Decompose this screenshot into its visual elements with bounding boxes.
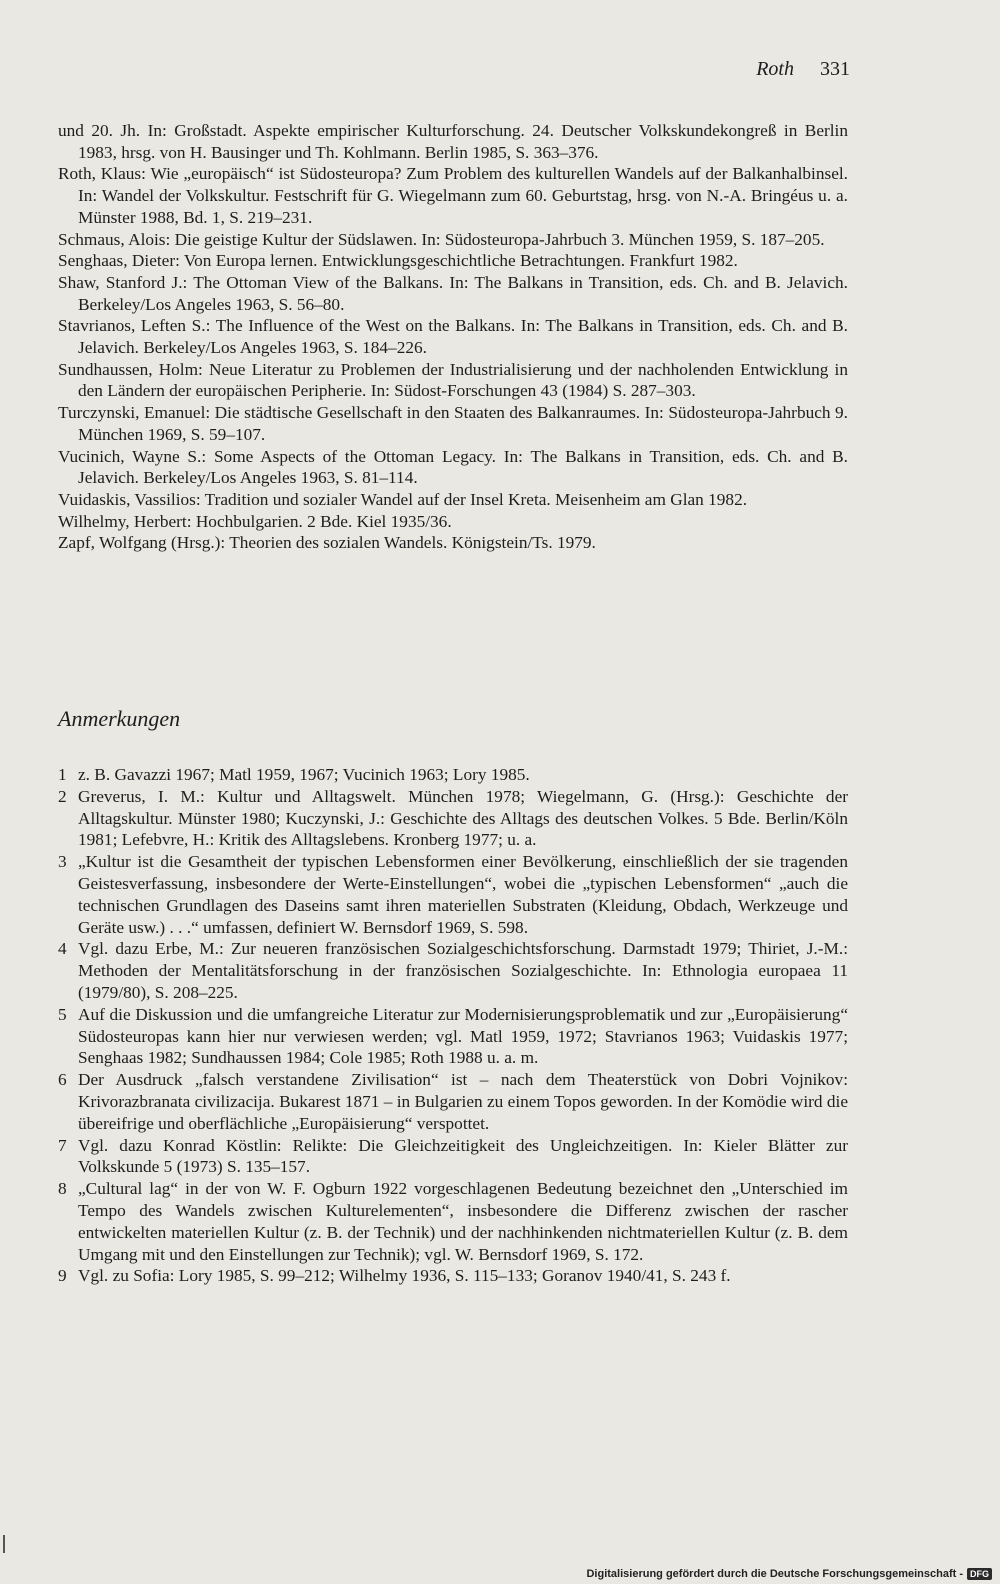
note-text: Vgl. dazu Erbe, M.: Zur neueren französischen Sozialgeschichtsforschung. Darmstadt 1979; Thiriet, J.-M.: Methoden der Mentalitätsforschung in der französischen Sozialgeschichte. In: Ethnologia europaea 11 (1979/80), S. 208–225. — [78, 939, 848, 1002]
reference-entry: Stavrianos, Leften S.: The Influence of the West on the Balkans. In: The Balkans in Transition, eds. Ch. and B. Jelavich. Berkeley/Los Angeles 1963, S. 184–226. — [58, 316, 848, 358]
notes-heading: Anmerkungen — [58, 706, 181, 731]
reference-list — [58, 120, 848, 554]
note-text: Auf die Diskussion und die umfangreiche Literatur zur Modernisierungsproblematik und zur „Europäisierung“ Südosteuropas kann hier nur verwiesen werden; vgl. Matl 1959, 1972; Stavrianos 1963; Vuidaskis 1977; Senghaas 1982; Sundhaussen 1984; Cole 1985; Roth 1988 u. a. m. — [78, 1004, 848, 1068]
reference-entry: Senghaas, Dieter: Von Europa lernen. Entwicklungsgeschichtliche Betrachtungen. Frankfurt 1982. — [58, 251, 738, 271]
reference-entry: Roth, Klaus: Wie „europäisch“ ist Südosteuropa? Zum Problem des kulturellen Wandels auf der Balkanhalbinsel. In: Wandel der Volkskultur. Festschrift für G. Wiegelmann zum 60. Geburtstag, hrsg. von N.-A. Bringéus u. a. Münster 1988, Bd. 1, S. 219–231. — [58, 164, 848, 227]
note-item — [58, 1265, 848, 1287]
note-item — [58, 851, 848, 938]
note-text: Vgl. zu Sofia: Lory 1985, S. 99–212; Wilhelmy 1936, S. 115–133; Goranov 1940/41, S. 243 f. — [78, 1266, 731, 1286]
note-text: Vgl. dazu Konrad Köstlin: Relikte: Die Gleichzeitigkeit des Ungleichzeitigen. In: Kieler Blätter zur Volkskunde 5 (1973) S. 135–157. — [78, 1135, 848, 1177]
note-number: 7 — [58, 1135, 67, 1155]
reference-entry: Shaw, Stanford J.: The Ottoman View of the Balkans. In: The Balkans in Transition, eds. Ch. and B. Jelavich. Berkeley/Los Angeles 1963, S. 56–80. — [58, 272, 848, 314]
note-text: z. B. Gavazzi 1967; Matl 1959, 1967; Vucinich 1963; Lory 1985. — [78, 765, 530, 784]
reference-entry: Vucinich, Wayne S.: Some Aspects of the Ottoman Legacy. In: The Balkans in Transition, eds. Ch. and B. Jelavich. Berkeley/Los Angeles 1963, S. 81–114. — [58, 446, 848, 488]
note-text: „Kultur ist die Gesamtheit der typischen Lebensformen einer Bevölkerung, einschließlich der sie tragenden Geistesverfassung, insbesondere der Werte-Einstellungen“, wobei die „typischen Lebensformen“ „auch die technischen Grundlagen des Daseins samt ihren materiellen Substraten (Kleidung, Obdach, Werkzeuge und Geräte usw.) . . .“ umfassen, definiert W. Bernsdorf 1969, S. 598. — [78, 852, 848, 937]
reference-entry: Sundhaussen, Holm: Neue Literatur zu Problemen der Industrialisierung und der nachholenden Entwicklung in den Ländern der europäischen Peripherie. In: Südost-Forschungen 43 (1984) S. 287–303. — [58, 359, 848, 401]
note-number: 6 — [58, 1070, 67, 1090]
note-number: 3 — [58, 852, 67, 872]
note-item — [58, 764, 848, 786]
reference-entry: Wilhelmy, Herbert: Hochbulgarien. 2 Bde. Kiel 1935/36. — [58, 511, 452, 531]
note-text: Greverus, I. M.: Kultur und Alltagswelt. München 1978; Wiegelmann, G. (Hrsg.): Geschichte der Alltagskultur. Münster 1980; Kuczynski, J.: Geschichte des Alltags des deutschen Volkes. 5 Bde. Berlin/Köln 1981; Lefebvre, H.: Kritik des Alltagslebens. Kronberg 1977; u. a. — [78, 786, 848, 850]
note-text: „Cultural lag“ in der von W. F. Ogburn 1922 vorgeschlagenen Bedeutung bezeichnet den „Unterschied im Tempo des Wandels zwischen Kulturelementen“, insbesondere die Differenz zwischen der rascher entwickelten materiellen Kultur (z. B. der Technik) und der nachhinkenden nichtmateriellen Kultur (z. B. dem Umgang mit und den Einstellungen zur Technik); vgl. W. Bernsdorf 1969, S. 172. — [78, 1179, 848, 1264]
reference-entry: Vuidaskis, Vassilios: Tradition und sozialer Wandel auf der Insel Kreta. Meisenheim am Glan 1982. — [58, 489, 748, 509]
reference-entry: Schmaus, Alois: Die geistige Kultur der Südslawen. In: Südosteuropa-Jahrbuch 3. München 1959, S. 187–205. — [58, 229, 825, 249]
note-text: Der Ausdruck „falsch verstandene Zivilisation“ ist – nach dem Theaterstück von Dobri Vojnikov: Krivorazbranata civilizacija. Bukarest 1871 – in Bulgarien zu einem Topos geworden. In der Komödie wird die übereifrige und oberflächliche „Europäisierung“ verspottet. — [78, 1070, 848, 1133]
page-header — [756, 58, 850, 81]
note-number: 5 — [58, 1004, 67, 1024]
note-number: 9 — [58, 1266, 67, 1286]
note-number: 4 — [58, 939, 67, 959]
note-item — [58, 1004, 848, 1069]
dfg-logo: DFG — [967, 1568, 992, 1580]
note-item — [58, 786, 848, 851]
note-number: 2 — [58, 786, 67, 806]
digitization-footer — [586, 1568, 992, 1580]
scan-edge-mark — [3, 1535, 5, 1553]
reference-entry: Zapf, Wolfgang (Hrsg.): Theorien des sozialen Wandels. Königstein/Ts. 1979. — [58, 533, 596, 553]
footer-text: Digitalisierung gefördert durch die Deutsche Forschungsgemeinschaft - — [586, 1568, 963, 1580]
running-head-author: Roth — [756, 58, 794, 80]
reference-entry: und 20. Jh. In: Großstadt. Aspekte empirischer Kulturforschung. 24. Deutscher Volkskundekongreß in Berlin 1983, hrsg. von H. Bausinger und Th. Kohlmann. Berlin 1985, S. 363–376. — [58, 121, 848, 162]
note-number: 8 — [58, 1179, 67, 1199]
reference-entry: Turczynski, Emanuel: Die städtische Gesellschaft in den Staaten des Balkanraumes. In: Südosteuropa-Jahrbuch 9. München 1969, S. 59–107. — [58, 403, 848, 444]
note-item — [58, 1069, 848, 1134]
note-item — [58, 1135, 848, 1179]
note-item — [58, 938, 848, 1003]
note-number: 1 — [58, 765, 67, 784]
notes-list — [58, 764, 848, 1287]
note-item — [58, 1178, 848, 1265]
page-number: 331 — [820, 58, 850, 80]
